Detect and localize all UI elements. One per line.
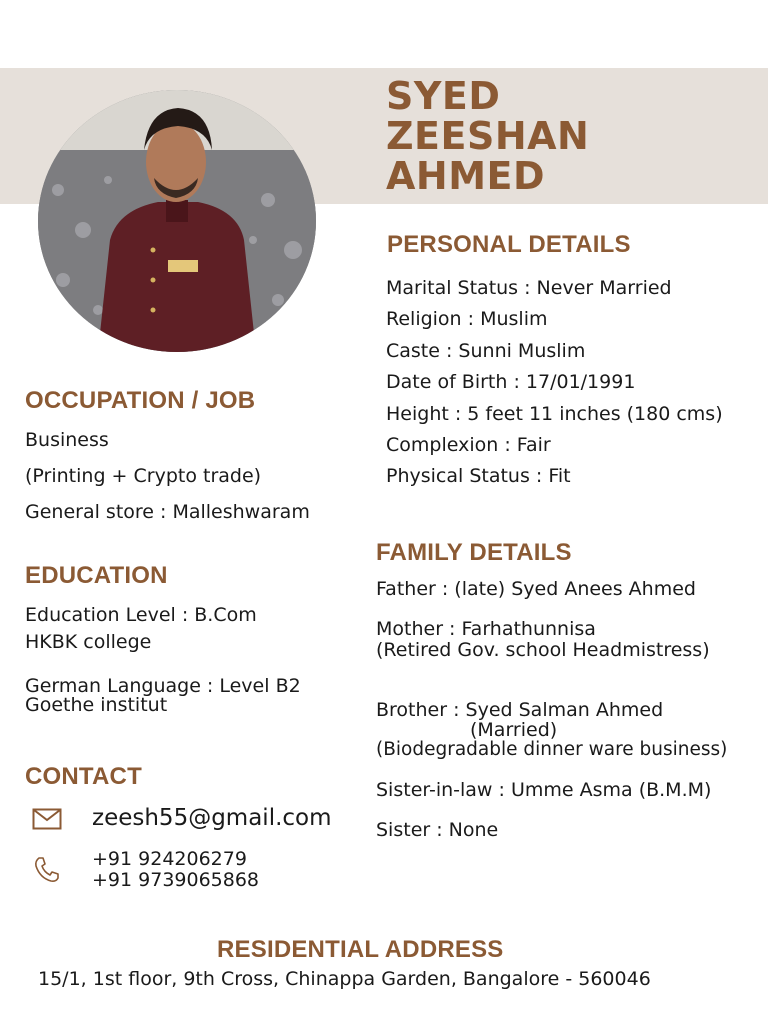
german-language: German Language : Level B2 <box>25 675 301 697</box>
occupation-heading: OCCUPATION / JOB <box>25 387 256 414</box>
sister: Sister : None <box>376 819 499 841</box>
name-line-1: SYED <box>386 74 501 118</box>
brother: Brother : Syed Salman Ahmed <box>376 699 664 721</box>
residential-address: 15/1, 1st floor, 9th Cross, Chinappa Garden, Bangalore - 560046 <box>38 968 651 990</box>
phone-number-1[interactable]: +91 924206279 <box>92 848 247 870</box>
education-heading: EDUCATION <box>25 562 168 589</box>
family-details-heading: FAMILY DETAILS <box>376 539 572 566</box>
profile-photo <box>38 90 316 352</box>
phone-icon <box>32 855 62 889</box>
occupation-business: Business <box>25 429 109 451</box>
mother: Mother : Farhathunnisa <box>376 618 596 640</box>
caste: Caste : Sunni Muslim <box>386 339 586 362</box>
complexion: Complexion : Fair <box>386 433 551 456</box>
candidate-name <box>386 76 589 196</box>
physical-status: Physical Status : Fit <box>386 465 571 488</box>
date-of-birth: Date of Birth : 17/01/1991 <box>386 371 636 394</box>
religion: Religion : Muslim <box>386 308 548 331</box>
email-address[interactable]: zeesh55@gmail.com <box>92 805 332 831</box>
contact-heading: CONTACT <box>25 763 142 790</box>
marital-status: Marital Status : Never Married <box>386 277 672 299</box>
name-line-3: AHMED <box>386 154 546 198</box>
height: Height : 5 feet 11 inches (180 cms) <box>386 402 723 425</box>
brother-business: (Biodegradable dinner ware business) <box>376 739 728 760</box>
envelope-icon <box>32 808 62 834</box>
father: Father : (late) Syed Anees Ahmed <box>376 578 696 600</box>
german-institute: Goethe institut <box>25 694 168 716</box>
brother-marital-status: (Married) <box>470 719 558 741</box>
education-college: HKBK college <box>25 631 152 653</box>
mother-occupation: (Retired Gov. school Headmistress) <box>376 639 710 661</box>
education-level: Education Level : B.Com <box>25 604 257 626</box>
occupation-type: (Printing + Crypto trade) <box>25 465 262 487</box>
sister-in-law: Sister-in-law : Umme Asma (B.M.M) <box>376 779 712 801</box>
occupation-store: General store : Malleshwaram <box>25 501 310 523</box>
name-line-2: ZEESHAN <box>386 114 590 158</box>
residential-address-heading: RESIDENTIAL ADDRESS <box>217 936 504 963</box>
phone-number-2[interactable]: +91 9739065868 <box>92 869 260 891</box>
personal-details-list <box>386 277 723 497</box>
personal-details-heading: PERSONAL DETAILS <box>387 231 631 258</box>
